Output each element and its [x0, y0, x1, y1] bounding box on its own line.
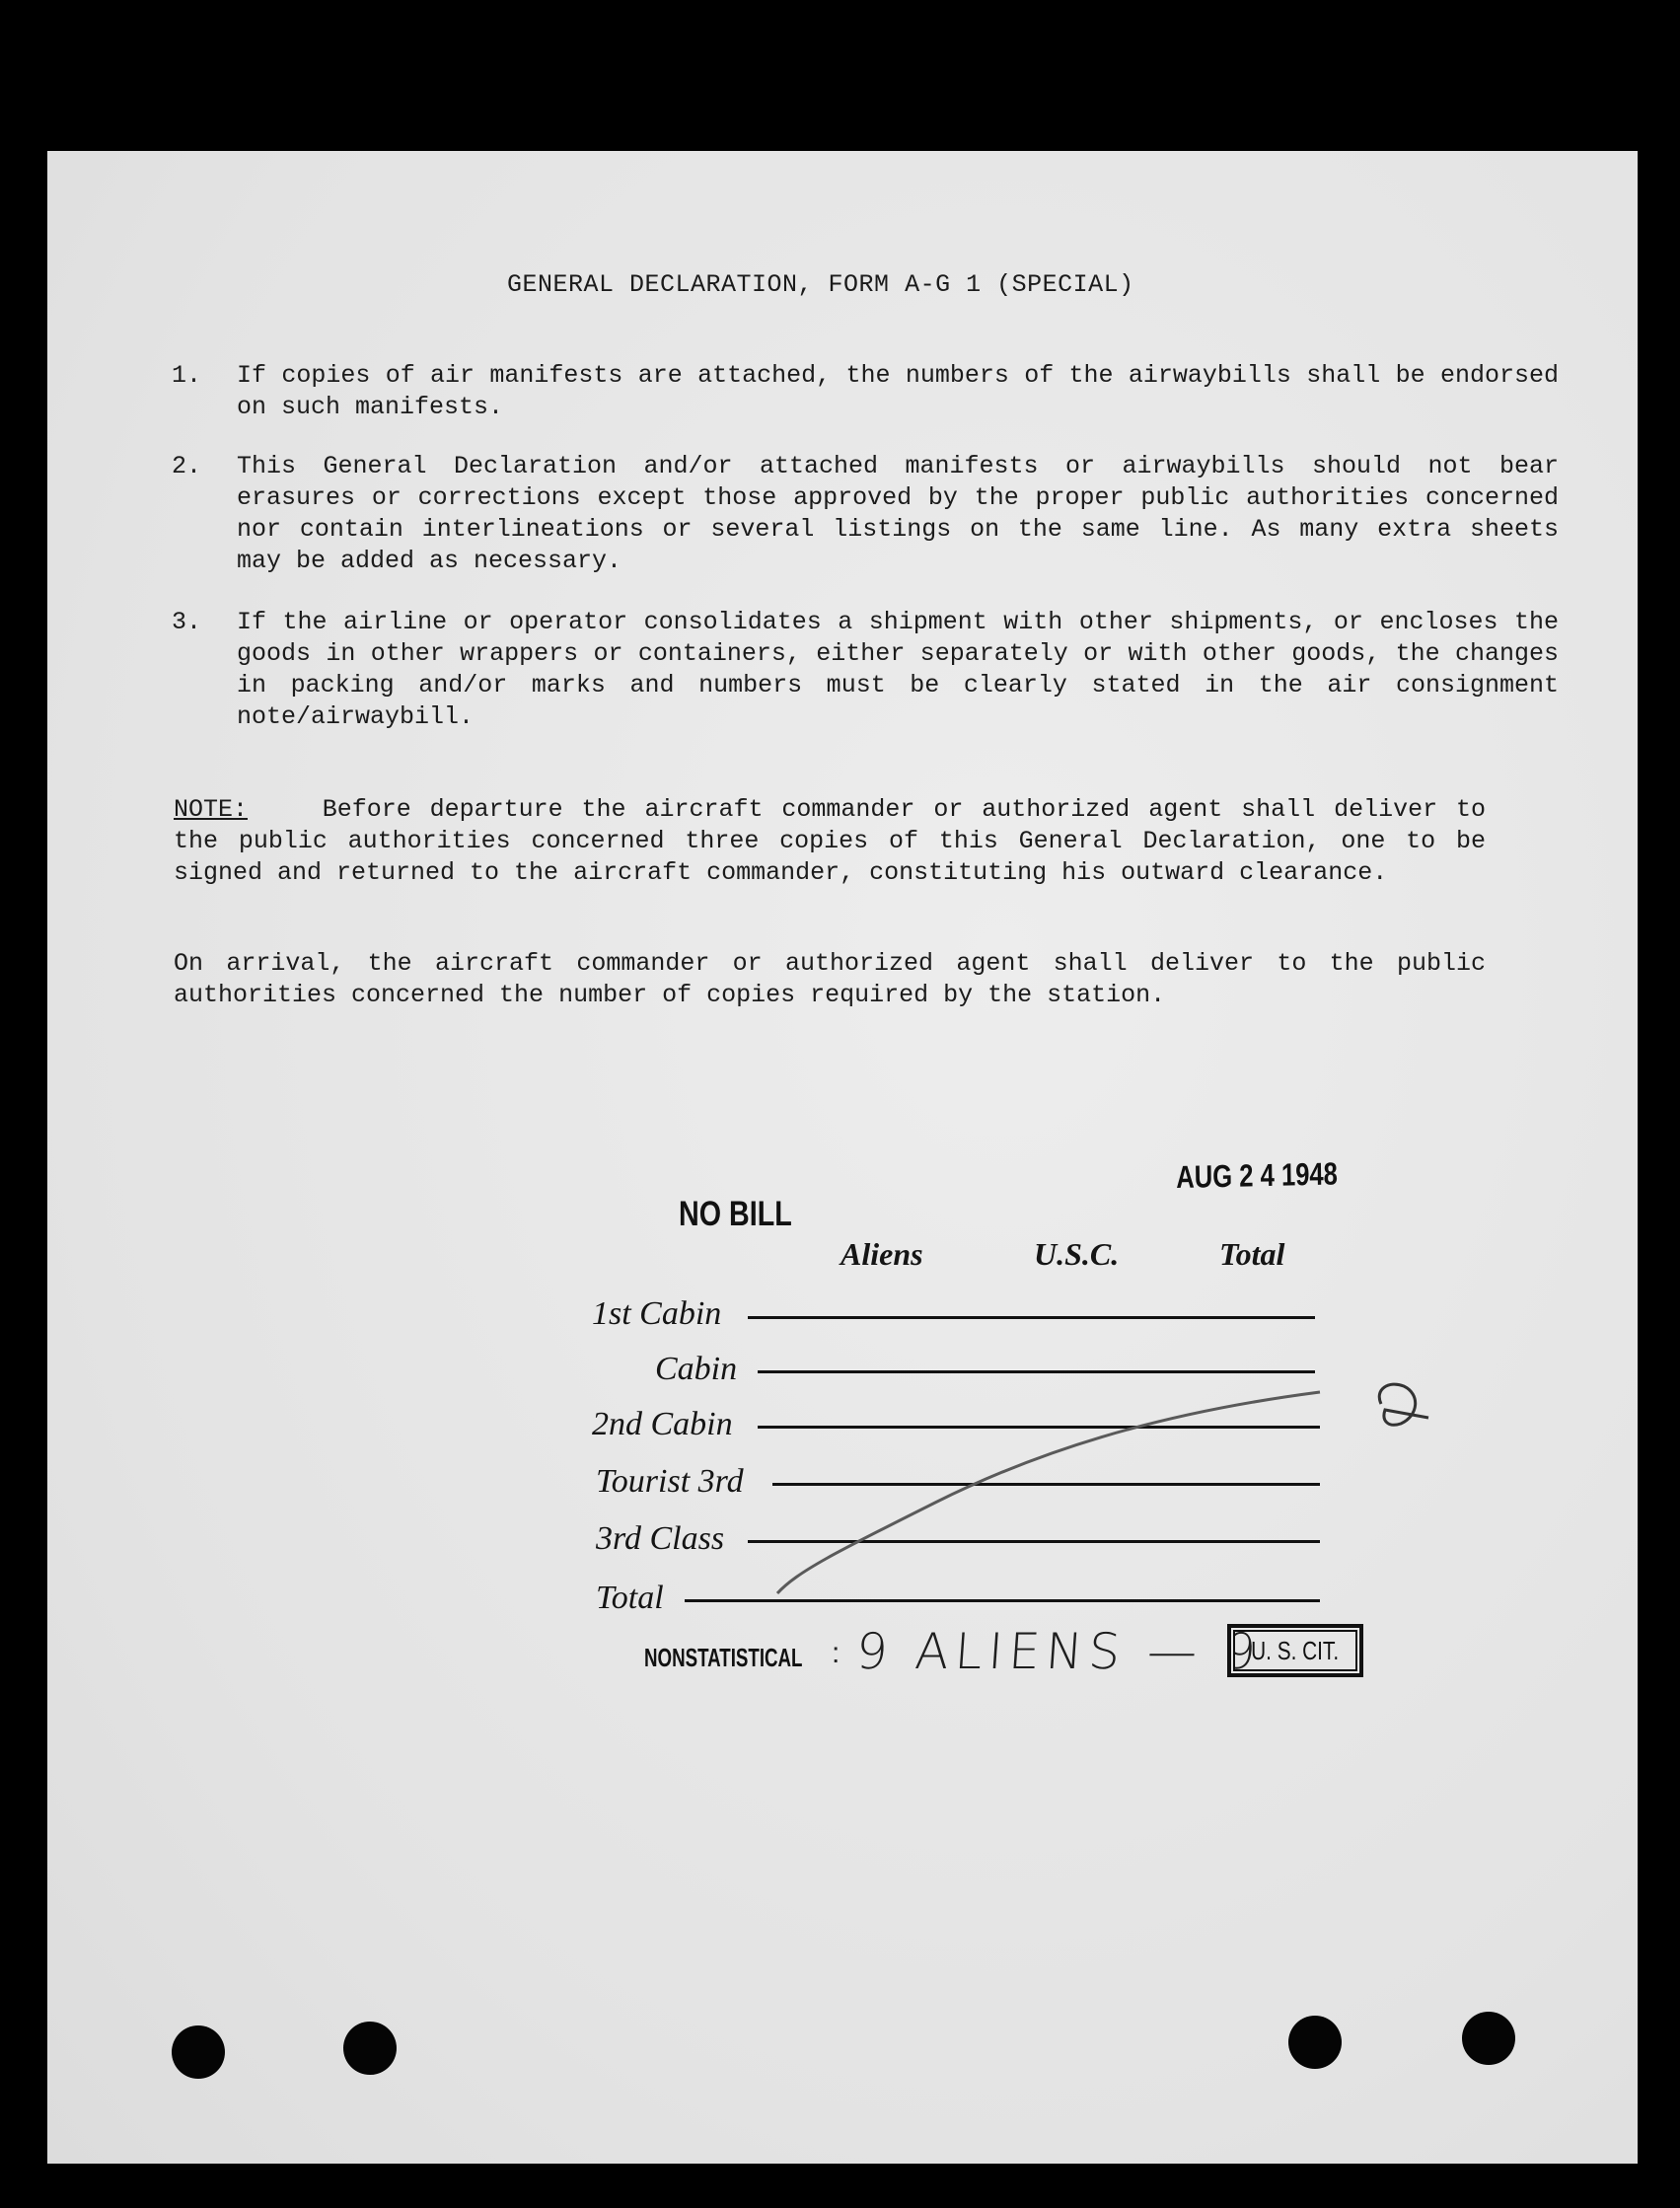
item-text: This General Declaration and/or attached manifests or airwaybills should not bear erasures or corrections except those approved by the proper public authorities concerned nor contain interlineations or several listings on the same line. As many extra sheets may be added as necessary. [237, 452, 1559, 575]
item-number: 3. [172, 608, 202, 636]
handwritten-aliens-entry: 9 ALIENS — 9 [853, 1623, 1264, 1680]
item-text: If the airline or operator consolidates a shipment with other shipments, or encloses the goods in other wrappers or containers, either separately or with other goods, the changes in packing and/or marks and numbers must be clearly stated in the air consignment note/airwaybill. [237, 608, 1559, 731]
row-label-total: Total [596, 1580, 664, 1616]
row-label-tourist-3rd: Tourist 3rd [596, 1463, 744, 1500]
row-label-2nd-cabin: 2nd Cabin [592, 1406, 733, 1442]
row-label-cabin: Cabin [655, 1351, 738, 1387]
punch-hole [343, 2022, 397, 2075]
colon-mark: : [832, 1637, 840, 1669]
form-title: GENERAL DECLARATION, FORM A-G 1 (SPECIAL) [507, 270, 1134, 299]
column-header-total: Total [1219, 1236, 1285, 1272]
no-bill-stamp: NO BILL [679, 1195, 792, 1233]
punch-hole [1462, 2012, 1515, 2065]
note-text: Before departure the aircraft commander or authorized agent shall deliver to the public authorities concerned three copies of this General Declaration, one to be signed and returned to the aircraft commander, constituting his outward clearance. [174, 795, 1487, 887]
us-cit-label: U. S. CIT. [1251, 1636, 1340, 1665]
item-number: 2. [172, 452, 202, 480]
pencil-strike-mark [47, 151, 1638, 2164]
nonstatistical-label: NONSTATISTICAL [644, 1643, 803, 1672]
document-page [47, 151, 1638, 2164]
column-header-aliens: Aliens [840, 1236, 923, 1272]
punch-hole [172, 2025, 225, 2079]
note-label: NOTE: [174, 795, 249, 824]
arrival-paragraph: On arrival, the aircraft commander or authorized agent shall deliver to the public authorities concerned the number of copies required by the station. [174, 949, 1486, 1009]
item-number: 1. [172, 361, 202, 390]
row-label-1st-cabin: 1st Cabin [592, 1295, 722, 1332]
item-text: If copies of air manifests are attached, the numbers of the airwaybills shall be endorsed on such manifests. [237, 361, 1559, 421]
column-header-usc: U.S.C. [1034, 1236, 1120, 1272]
punch-hole [1288, 2016, 1342, 2069]
row-label-3rd-class: 3rd Class [596, 1520, 725, 1557]
date-stamp: AUG 2 4 1948 [1176, 1155, 1339, 1195]
